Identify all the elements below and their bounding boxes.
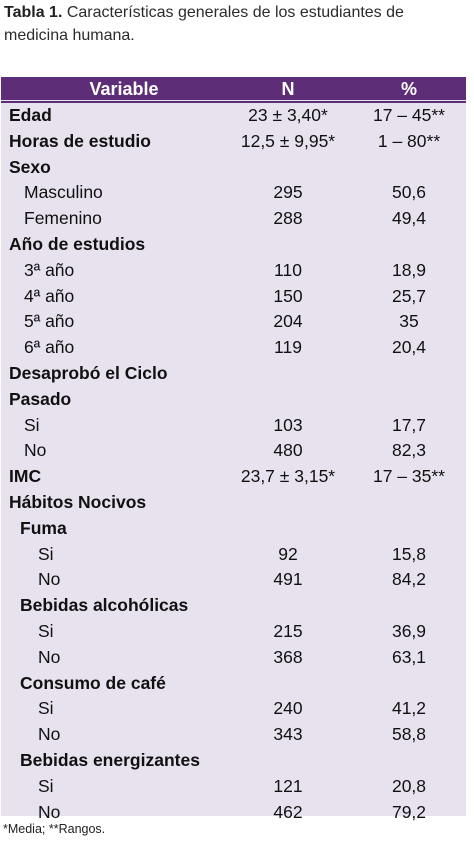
- row-label: IMC: [9, 466, 42, 487]
- row-label: Consumo de café: [20, 672, 166, 693]
- row-label: 5ª año: [24, 311, 75, 332]
- row-pct: 15,8: [391, 543, 427, 564]
- row-pct: 25,7: [391, 285, 427, 306]
- row-pct: 20,4: [391, 337, 427, 358]
- row-label: Edad: [9, 105, 52, 125]
- table-row: [1, 334, 466, 360]
- row-pct: 36,9: [391, 621, 427, 641]
- row-pct: 49,4: [391, 208, 427, 229]
- row-pct: 41,2: [391, 698, 427, 719]
- table-row: [1, 154, 466, 180]
- table-row: [1, 799, 466, 825]
- row-label: No: [38, 724, 61, 745]
- row-label: No: [38, 801, 61, 822]
- row-n: 462: [273, 801, 303, 822]
- row-label: Si: [38, 775, 54, 796]
- row-pct: 18,9: [391, 259, 427, 280]
- row-n: 240: [273, 698, 303, 719]
- table-row: [1, 618, 466, 644]
- table-row: [1, 541, 466, 567]
- row-n: 92: [278, 543, 298, 564]
- table-row: [1, 721, 466, 747]
- row-n: 110: [274, 259, 302, 280]
- table-footnote: *Media; **Rangos.: [3, 822, 106, 836]
- table-row: [1, 670, 466, 696]
- table-header: [1, 77, 466, 100]
- table-row: [1, 308, 466, 334]
- row-pct: 17 – 35**: [372, 466, 445, 487]
- row-pct: 20,8: [391, 775, 427, 796]
- row-n: 480: [273, 440, 303, 461]
- header-n: N: [281, 79, 295, 99]
- row-label: Hábitos Nocivos: [9, 492, 147, 512]
- row-label: No: [38, 569, 61, 590]
- caption-label: Tabla 1.: [4, 4, 63, 21]
- row-n: 215: [273, 621, 303, 641]
- row-label: Bebidas energizantes: [20, 750, 200, 770]
- row-n: 288: [273, 208, 303, 229]
- table-row: [1, 773, 466, 799]
- row-label: Año de estudios: [9, 234, 146, 254]
- row-label: Horas de estudio: [9, 130, 151, 151]
- table-row: [1, 360, 466, 386]
- table-row: [1, 437, 466, 463]
- row-label: Masculino: [24, 182, 103, 203]
- table-row: [1, 386, 466, 412]
- row-pct: 1 – 80**: [377, 130, 441, 151]
- row-n: 491: [273, 569, 303, 590]
- row-label: Femenino: [24, 208, 102, 229]
- row-label: No: [38, 646, 61, 667]
- row-label: Sexo: [9, 156, 51, 177]
- row-label: Si: [24, 414, 40, 435]
- row-n: 150: [273, 285, 303, 306]
- data-table: [1, 77, 466, 822]
- row-n: 204: [273, 311, 303, 332]
- row-label: No: [24, 440, 47, 461]
- table-row: [1, 592, 466, 618]
- table-row: [1, 102, 466, 128]
- row-label: Si: [38, 543, 54, 564]
- row-n: 343: [273, 724, 303, 745]
- table-row: [1, 205, 466, 231]
- table-row: [1, 257, 466, 283]
- header-pct: %: [400, 79, 417, 99]
- row-pct: 79,2: [391, 801, 427, 822]
- row-n: 119: [274, 337, 302, 358]
- row-n: 295: [273, 182, 303, 203]
- row-label: Pasado: [9, 388, 72, 409]
- table-row: [1, 231, 466, 257]
- row-pct: 63,1: [391, 646, 427, 667]
- row-label: 6ª año: [24, 337, 75, 358]
- row-pct: 35: [399, 311, 419, 332]
- row-pct: 50,6: [391, 182, 427, 203]
- table-caption: [4, 1, 470, 47]
- table-row: [1, 644, 466, 670]
- table-row: [1, 566, 466, 592]
- table-row: [1, 283, 466, 309]
- row-pct: 82,3: [391, 440, 427, 461]
- table-row: [1, 463, 466, 489]
- table-row: [1, 179, 466, 205]
- table-row: [1, 412, 466, 438]
- row-label: Si: [38, 621, 54, 641]
- row-label: Desaprobó el Ciclo: [9, 363, 168, 383]
- row-label: 3ª año: [24, 259, 75, 280]
- row-label: Bebidas alcohólicas: [20, 595, 189, 616]
- row-n: 103: [273, 414, 303, 435]
- row-pct: 17,7: [391, 414, 427, 435]
- row-n: 121: [273, 775, 303, 796]
- header-variable: Variable: [89, 79, 159, 99]
- row-pct: 84,2: [391, 569, 427, 590]
- table-row: [1, 747, 466, 773]
- caption-text: Características generales de los estudiantes de medicina humana.: [4, 4, 404, 44]
- row-n: 23 ± 3,40*: [248, 105, 328, 125]
- row-n: 23,7 ± 3,15*: [240, 466, 336, 487]
- row-n: 368: [273, 646, 303, 667]
- row-n: 12,5 ± 9,95*: [240, 130, 336, 151]
- table-row: [1, 515, 466, 541]
- table-row: [1, 695, 466, 721]
- table-row: [1, 128, 466, 154]
- table-row: [1, 489, 466, 515]
- row-label: 4ª año: [24, 285, 75, 306]
- row-pct: 17 – 45**: [372, 105, 445, 125]
- row-label: Fuma: [20, 517, 67, 538]
- row-pct: 58,8: [391, 724, 427, 745]
- row-label: Si: [38, 698, 54, 719]
